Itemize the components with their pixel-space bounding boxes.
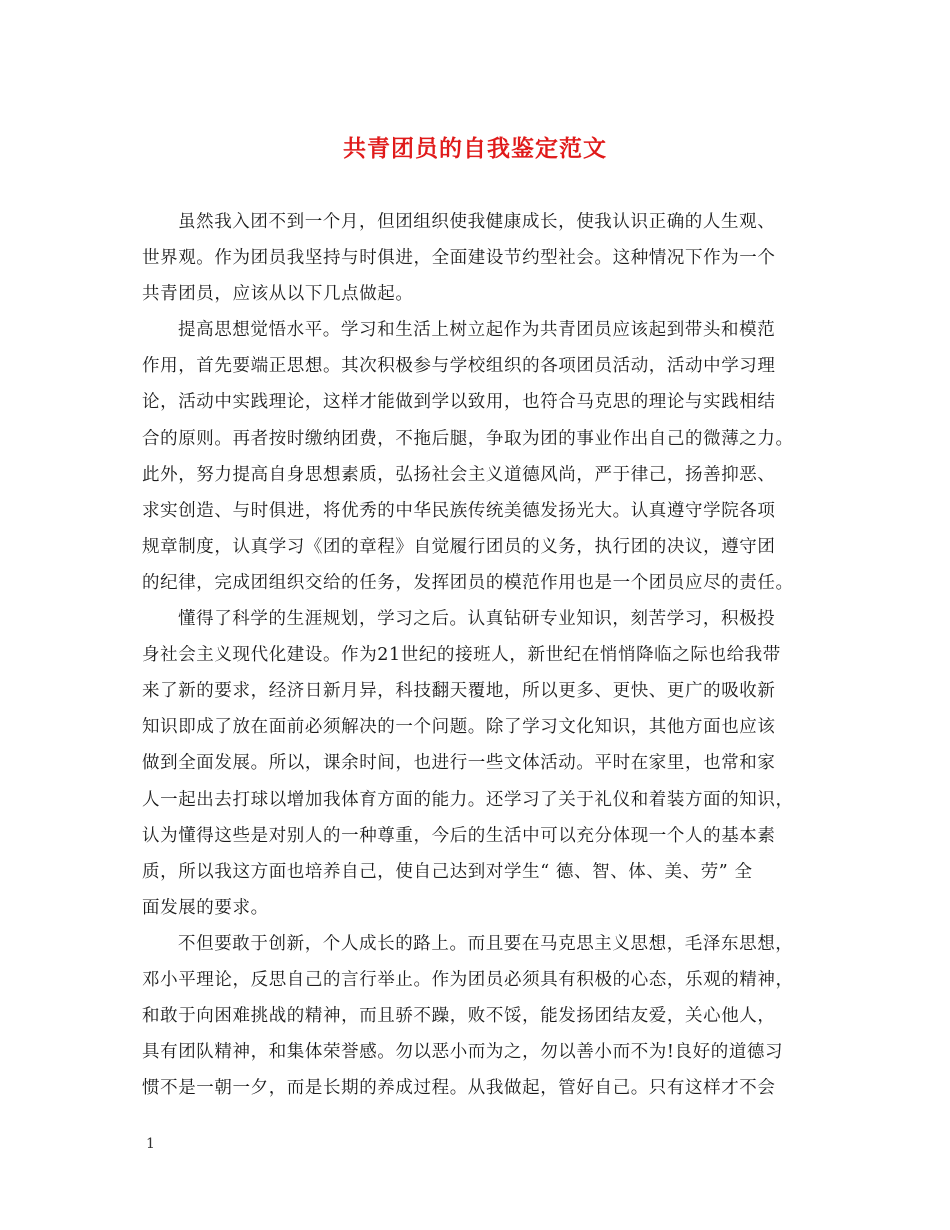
text-line: 作用，首先要端正思想。其次积极参与学校组织的各项团员活动，活动中学习理 [142, 356, 776, 377]
text-line-paragraph-3-start: 懂得了科学的生涯规划，学习之后。认真钻研专业知识，刻苦学习，积极投 [178, 609, 776, 630]
text-line: 论，活动中实践理论，这样才能做到学以致用，也符合马克思的理论与实践相结 [142, 392, 776, 413]
text-line: 的纪律，完成团组织交给的任务，发挥团员的模范作用也是一个团员应尽的责任。 [142, 572, 794, 593]
text-line: 和敢于向困难挑战的精神，而且骄不躁，败不馁，能发扬团结友爱，关心他人， [142, 1006, 776, 1027]
text-line: 知识即成了放在面前必须解决的一个问题。除了学习文化知识，其他方面也应该 [142, 717, 776, 738]
page-number: 1 [146, 1136, 155, 1152]
text-line: 求实创造、与时俱进，将优秀的中华民族传统美德发扬光大。认真遵守学院各项 [142, 500, 776, 521]
text-line-paragraph-1-start: 虽然我入团不到一个月，但团组织使我健康成长，使我认识正确的人生观、 [178, 212, 776, 232]
text-line: 做到全面发展。所以，课余时间，也进行一些文体活动。平时在家里，也常和家 [142, 753, 776, 774]
text-line: 身社会主义现代化建设。作为21世纪的接班人，新世纪在悄悄降临之际也给我带 [142, 645, 781, 666]
text-line: 此外，努力提高自身思想素质，弘扬社会主义道德风尚，严于律己，扬善抑恶、 [142, 464, 776, 485]
text-line: 共青团员，应该从以下几点做起。 [142, 284, 414, 305]
text-line: 合的原则。再者按时缴纳团费，不拖后腿，争取为团的事业作出自己的微薄之力。 [142, 428, 794, 449]
text-line: 人一起出去打球以增加我体育方面的能力。还学习了关于礼仪和着装方面的知识， [142, 789, 794, 810]
text-line: 面发展的要求。 [142, 897, 269, 918]
text-line: 世界观。作为团员我坚持与时俱进，全面建设节约型社会。这种情况下作为一个 [142, 248, 776, 269]
text-line-paragraph-2-start: 提高思想觉悟水平。学习和生活上树立起作为共青团员应该起到带头和模范 [178, 320, 776, 341]
document-body [142, 204, 822, 1106]
text-line: 质，所以我这方面也培养自己，使自己达到对学生“ 德、智、体、美、劳” 全 [142, 861, 753, 882]
document-title: 共青团员的自我鉴定范文 [343, 135, 607, 162]
text-line: 来了新的要求，经济日新月异，科技翻天覆地，所以更多、更快、更广的吸收新 [142, 681, 776, 702]
text-line: 邓小平理论，反思自己的言行举止。作为团员必须具有积极的心态，乐观的精神， [142, 969, 794, 990]
text-line: 具有团队精神，和集体荣誉感。勿以恶小而为之，勿以善小而不为!良好的道德习 [142, 1042, 784, 1063]
text-line-paragraph-4-start: 不但要敢于创新，个人成长的路上。而且要在马克思主义思想，毛泽东思想， [178, 933, 794, 954]
text-line: 惯不是一朝一夕，而是长期的养成过程。从我做起，管好自己。只有这样才不会 [142, 1078, 776, 1099]
text-line: 规章制度，认真学习《团的章程》自觉履行团员的义务，执行团的决议，遵守团 [142, 536, 776, 557]
text-line: 认为懂得这些是对别人的一种尊重，今后的生活中可以充分体现一个人的基本素 [142, 825, 776, 846]
